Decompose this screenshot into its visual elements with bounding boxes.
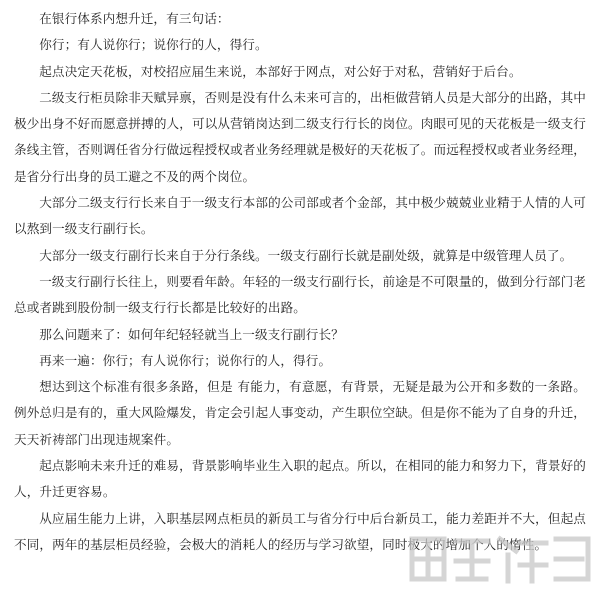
paragraph-three-sentences: 你行；有人说你行；说你行的人，得行。 (39, 37, 268, 53)
paragraph-starting-point: 起点决定天花板，对校招应届生来说，本部好于网点，对公好于对私，营销好于后台。 (39, 63, 522, 79)
paragraph-graduate-ability: 从应届生能力上讲，入职基层网点柜员的新员工与省分行中后台新员工，能力差距并不大，但起点不同，两年的基层柜员经验，会极大的消耗人的经历与学习欲望，同时极大的增加个人的惰性。 (14, 510, 586, 552)
paragraph-teller-ceiling: 二级支行柜员除非天赋异禀，否则是没有什么未来可言的，出柜做营销人员是大部分的出路，其中极少出身不好而愿意拼搏的人，可以从营销岗达到二级支行行长的岗位。肉眼可见的天花板是一级支行条线主管，否则调任省分行做远程授权或者业务经理就是极好的天花板了。而远程授权或者业务经理，是省分行出身的员工避之不及的两个岗位。 (14, 89, 586, 184)
paragraph-repeat: 再来一遍：你行；有人说你行；说你行的人，得行。 (39, 352, 332, 368)
paragraph-intro: 在银行体系内想升迁，有三句话： (39, 11, 230, 26)
paragraph-deputy-head-origin: 大部分一级支行副行长来自于分行条线。一级支行副行长就是副处级，就算是中级管理人员了。 (39, 247, 573, 263)
paragraph-paths: 想达到这个标准有很多条路，但是 有能力，有意愿，有背景，无疑是最为公开和多数的一条路。例外总归是有的，重大风险爆发，肯定会引起人事变动，产生职位空缺。但是你不能为了自身的升迁，天天祈祷部门出现违规案件。 (14, 379, 586, 447)
paragraph-question: 那么问题来了：如何年纪轻轻就当上一级支行副行长？ (39, 326, 344, 342)
paragraph-background: 起点影响未来升迁的难易，背景影响毕业生入职的起点。所以，在相同的能力和努力下，背景好的人，升迁更容易。 (14, 458, 586, 500)
paragraph-sub-branch-head: 大部分二级支行行长来自于一级支行本部的公司部或者个金部，其中极少兢兢业业精于人情的人可以熬到一级支行副行长。 (14, 195, 586, 237)
paragraph-age-factor: 一级支行副行长往上，则要看年龄。年轻的一级支行副行长，前途是不可限量的，做到分行部门老总或者跳到股份制一级支行行长都是比较好的出路。 (14, 273, 586, 316)
